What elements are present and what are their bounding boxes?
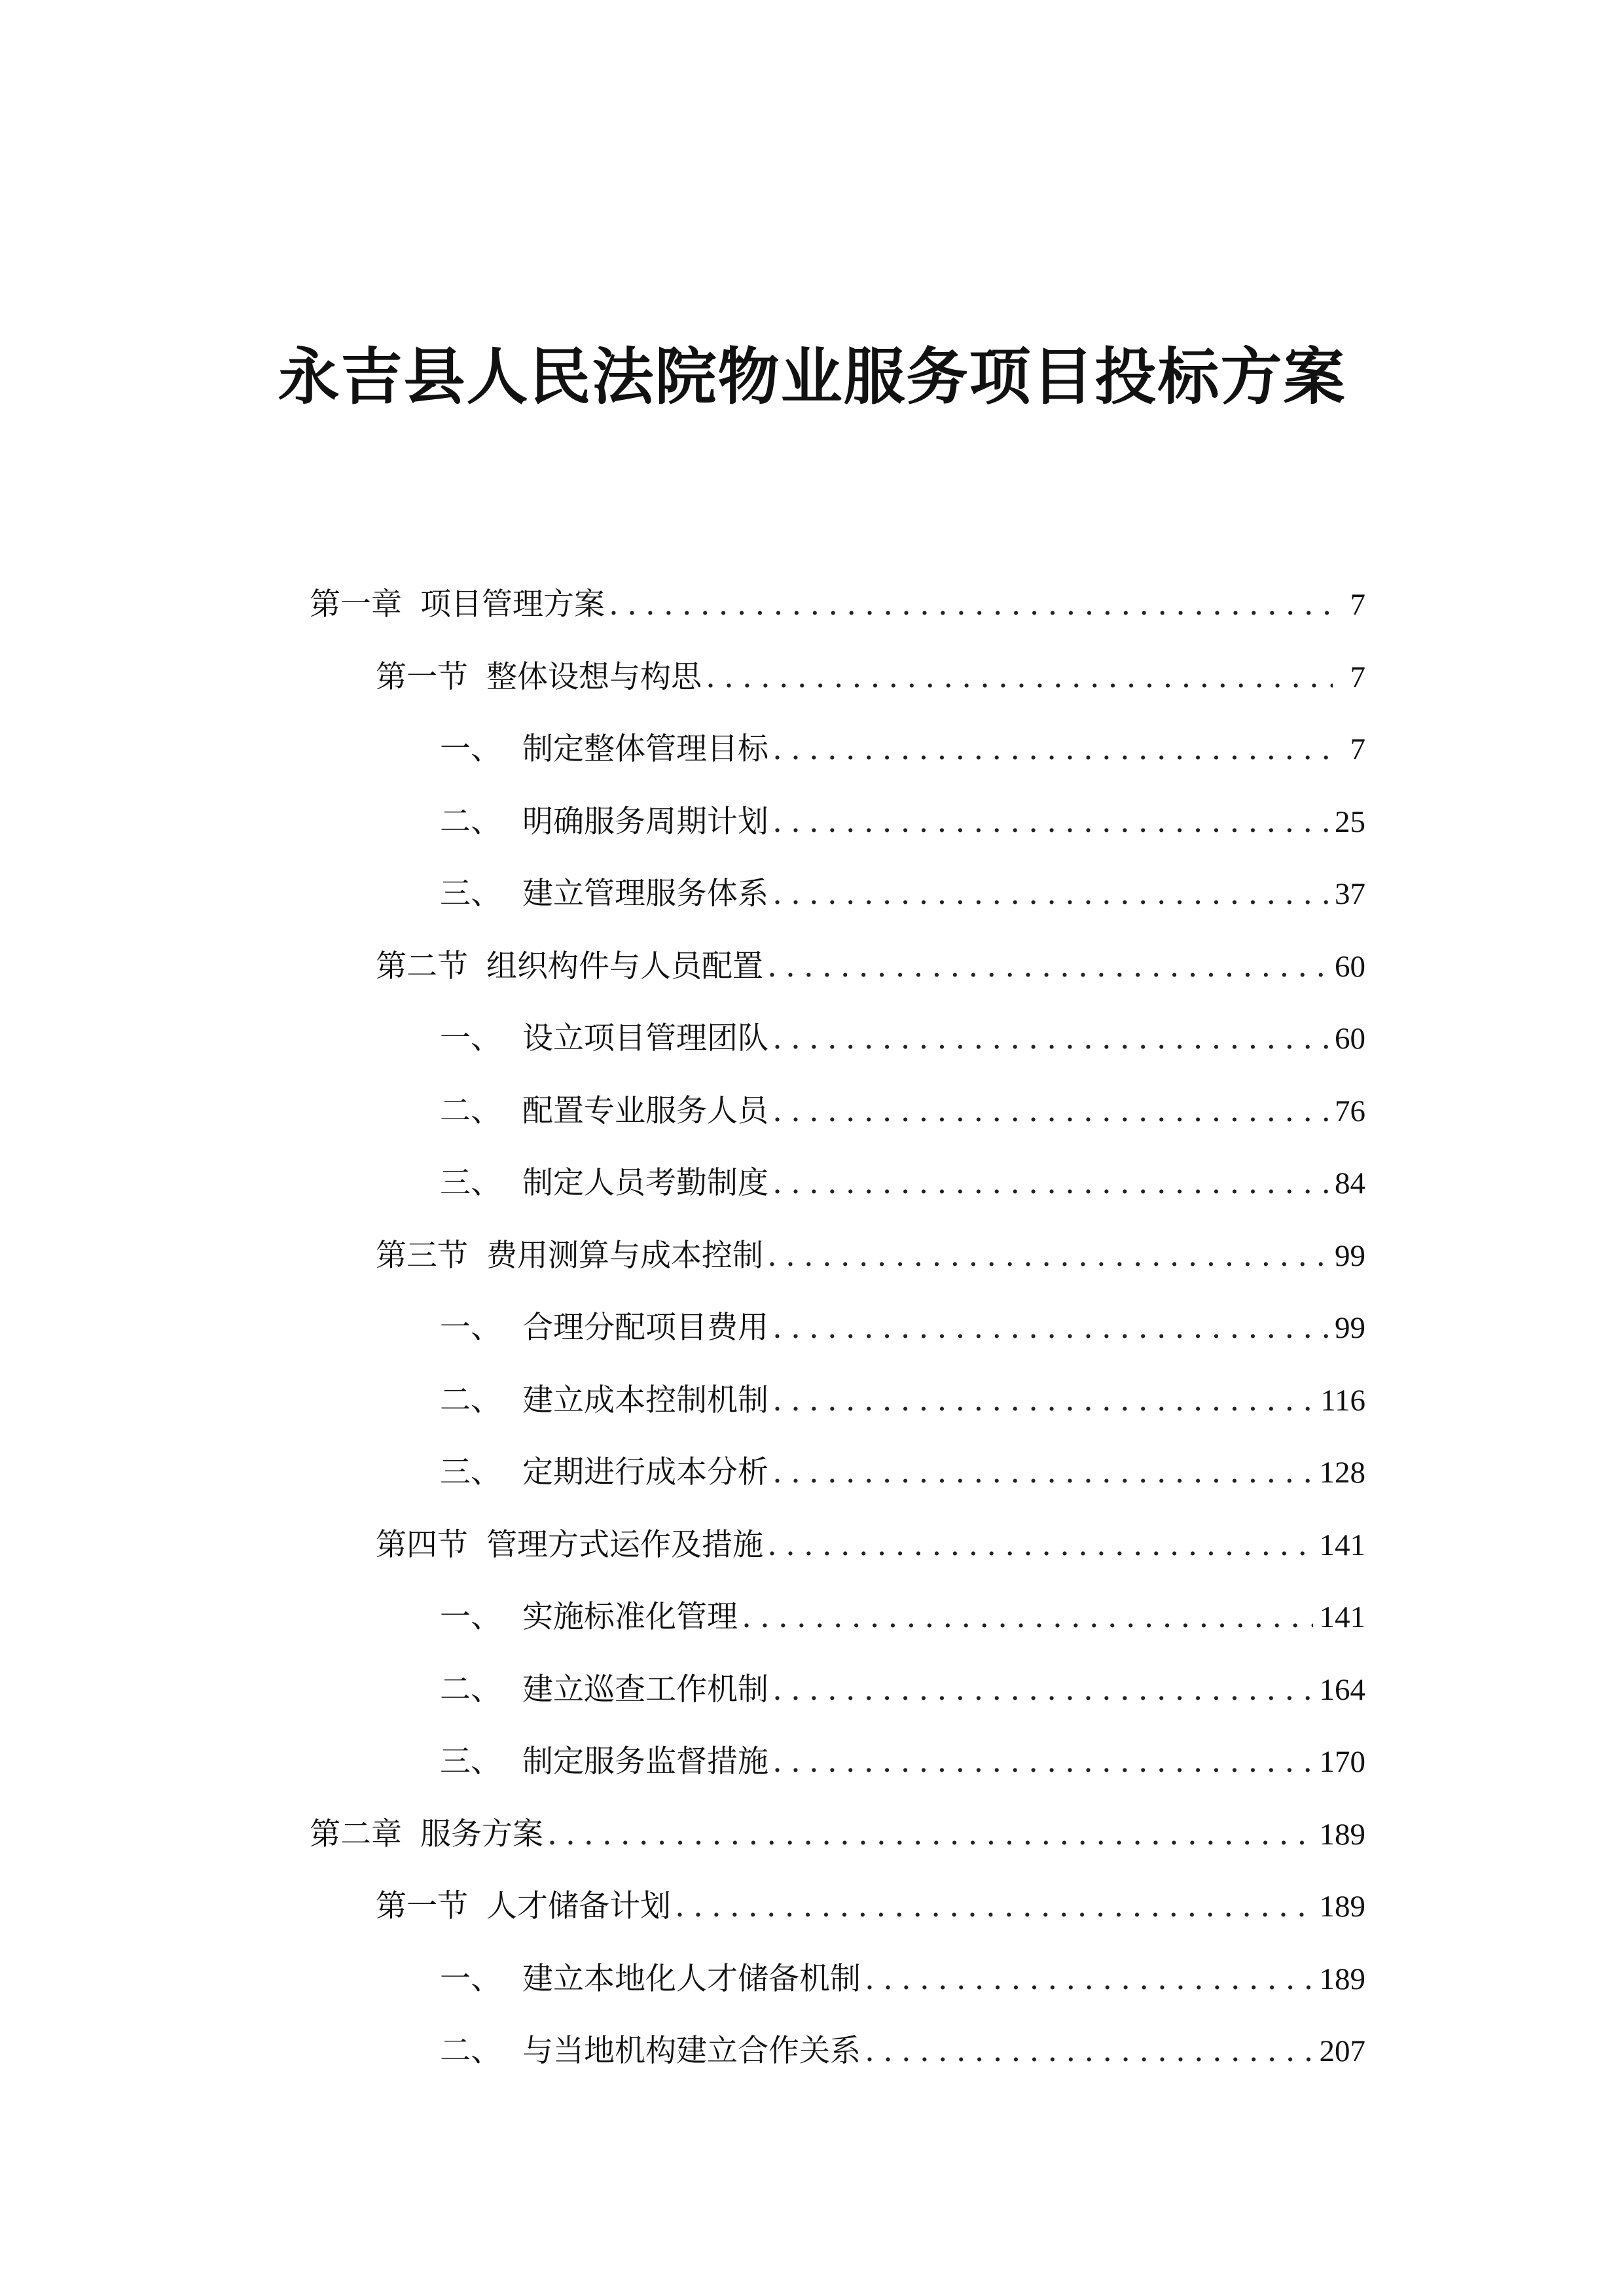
toc-entry-title: 配置专业服务人员: [522, 1092, 768, 1129]
toc-dot-leader: [675, 1883, 1313, 1930]
toc-entry-title: 项目管理方案: [420, 586, 605, 622]
toc-dot-leader: [767, 943, 1328, 990]
toc-entry[interactable]: [376, 943, 1365, 990]
toc-entry[interactable]: [440, 1738, 1365, 1785]
toc-page-number: 84: [1335, 1166, 1365, 1200]
toc-page-number: 60: [1335, 1022, 1365, 1056]
toc-entry-title: 定期进行成本分析: [522, 1454, 768, 1490]
toc-entry[interactable]: [440, 1449, 1365, 1496]
toc-page-number: 7: [1350, 588, 1365, 622]
toc-entry[interactable]: [310, 1811, 1365, 1858]
toc-page-number: 189: [1319, 1890, 1365, 1924]
toc-entry-number: 三、: [440, 1744, 501, 1780]
toc-page-number: 99: [1335, 1238, 1365, 1273]
toc-entry[interactable]: [440, 1377, 1365, 1424]
toc-entry-title: 费用测算与成本控制: [486, 1237, 763, 1274]
toc-entry[interactable]: [440, 726, 1365, 773]
toc-entry-number: 三、: [440, 1165, 501, 1201]
toc-entry-number: 一、: [440, 1599, 501, 1635]
toc-entry-number: 二、: [440, 1671, 501, 1708]
toc-dot-leader: [772, 798, 1328, 846]
toc-entry-number: 第二节: [376, 948, 468, 984]
toc-page-number: 60: [1335, 949, 1365, 984]
toc-entry[interactable]: [376, 1522, 1365, 1569]
toc-dot-leader: [772, 1015, 1328, 1062]
toc-dot-leader: [767, 1232, 1328, 1280]
toc-entry-title: 明确服务周期计划: [522, 803, 768, 840]
toc-dot-leader: [772, 870, 1328, 918]
toc-entry[interactable]: [376, 1232, 1365, 1280]
toc-entry[interactable]: [440, 1956, 1365, 2003]
toc-entry-title: 合理分配项目费用: [522, 1310, 768, 1346]
toc-dot-leader: [772, 726, 1333, 773]
toc-entry-title: 服务方案: [420, 1816, 543, 1852]
toc-dot-leader: [547, 1811, 1313, 1858]
toc-entry-number: 三、: [440, 876, 501, 912]
toc-entry-number: 第四节: [376, 1526, 468, 1563]
toc-entry-number: 一、: [440, 1960, 501, 1997]
toc-entry[interactable]: [310, 581, 1365, 628]
toc-entry-number: 第二章: [310, 1816, 402, 1852]
toc-page-number: 207: [1319, 2034, 1365, 2068]
toc-entry[interactable]: [440, 870, 1365, 918]
toc-entry-title: 与当地机构建立合作关系: [522, 2033, 861, 2069]
toc-dot-leader: [772, 1449, 1313, 1496]
toc-page-number: 7: [1350, 732, 1365, 766]
toc-entry-number: 二、: [440, 2033, 501, 2069]
toc-dot-leader: [772, 1377, 1314, 1424]
toc-entry[interactable]: [376, 654, 1365, 701]
toc-entry-number: 第一节: [376, 658, 468, 695]
toc-entry-title: 制定服务监督措施: [522, 1744, 768, 1780]
toc-dot-leader: [767, 1522, 1313, 1569]
toc-entry-title: 建立管理服务体系: [522, 876, 768, 912]
toc-entry-number: 二、: [440, 1092, 501, 1129]
toc-dot-leader: [865, 2028, 1313, 2075]
toc-entry-title: 建立成本控制机制: [522, 1382, 768, 1418]
toc-entry-number: 二、: [440, 803, 501, 840]
toc-dot-leader: [772, 1738, 1313, 1785]
toc-page-number: 141: [1319, 1528, 1365, 1562]
toc-page-number: 116: [1320, 1383, 1365, 1418]
toc-entry[interactable]: [440, 1160, 1365, 1207]
toc-page-number: 189: [1319, 1962, 1365, 1996]
toc-page-number: 141: [1319, 1600, 1365, 1634]
toc-entry-title: 建立本地化人才储备机制: [522, 1960, 861, 1997]
toc-entry-title: 设立项目管理团队: [522, 1020, 768, 1056]
toc-entry-title: 整体设想与构思: [486, 658, 702, 695]
toc-page-number: 99: [1335, 1311, 1365, 1345]
toc-page-number: 189: [1319, 1817, 1365, 1852]
toc-entry[interactable]: [440, 1304, 1365, 1352]
toc-entry-number: 第一节: [376, 1888, 468, 1924]
toc-entry-number: 一、: [440, 731, 501, 767]
toc-entry-title: 人才储备计划: [486, 1888, 671, 1924]
toc-entry-number: 第三节: [376, 1237, 468, 1274]
toc-entry-number: 三、: [440, 1454, 501, 1490]
toc-dot-leader: [742, 1594, 1313, 1641]
document-title: 永吉县人民法院物业服务项目投标方案: [278, 341, 1346, 413]
toc-entry-number: 一、: [440, 1020, 501, 1056]
toc-page-number: 170: [1319, 1745, 1365, 1779]
toc-page-number: 37: [1335, 877, 1365, 911]
toc-entry[interactable]: [440, 1666, 1365, 1713]
toc-page-number: 7: [1350, 660, 1365, 694]
toc-entry[interactable]: [440, 2028, 1365, 2075]
toc-entry[interactable]: [440, 1088, 1365, 1135]
toc-entry-title: 实施标准化管理: [522, 1599, 738, 1635]
toc-dot-leader: [772, 1088, 1328, 1135]
toc-entry-number: 二、: [440, 1382, 501, 1418]
toc-dot-leader: [865, 1956, 1313, 2003]
toc-page-number: 76: [1335, 1094, 1365, 1128]
toc-entry-title: 管理方式运作及措施: [486, 1526, 763, 1563]
toc-dot-leader: [609, 581, 1333, 628]
toc-entry-number: 第一章: [310, 586, 402, 622]
toc-page-number: 25: [1335, 804, 1365, 839]
toc-entry-title: 建立巡查工作机制: [522, 1671, 768, 1708]
toc-entry-title: 制定人员考勤制度: [522, 1165, 768, 1201]
toc-entry-title: 制定整体管理目标: [522, 731, 768, 767]
toc-entry[interactable]: [440, 798, 1365, 846]
toc-entry[interactable]: [376, 1883, 1365, 1930]
toc-dot-leader: [772, 1304, 1328, 1352]
toc-page-number: 164: [1319, 1672, 1365, 1707]
toc-entry[interactable]: [440, 1594, 1365, 1641]
toc-dot-leader: [772, 1666, 1313, 1713]
toc-entry-number: 一、: [440, 1310, 501, 1346]
toc-entry-title: 组织构件与人员配置: [486, 948, 763, 984]
toc-page-number: 128: [1319, 1456, 1365, 1490]
toc-dot-leader: [772, 1160, 1328, 1207]
toc-entry[interactable]: [440, 1015, 1365, 1062]
toc-dot-leader: [706, 654, 1333, 701]
